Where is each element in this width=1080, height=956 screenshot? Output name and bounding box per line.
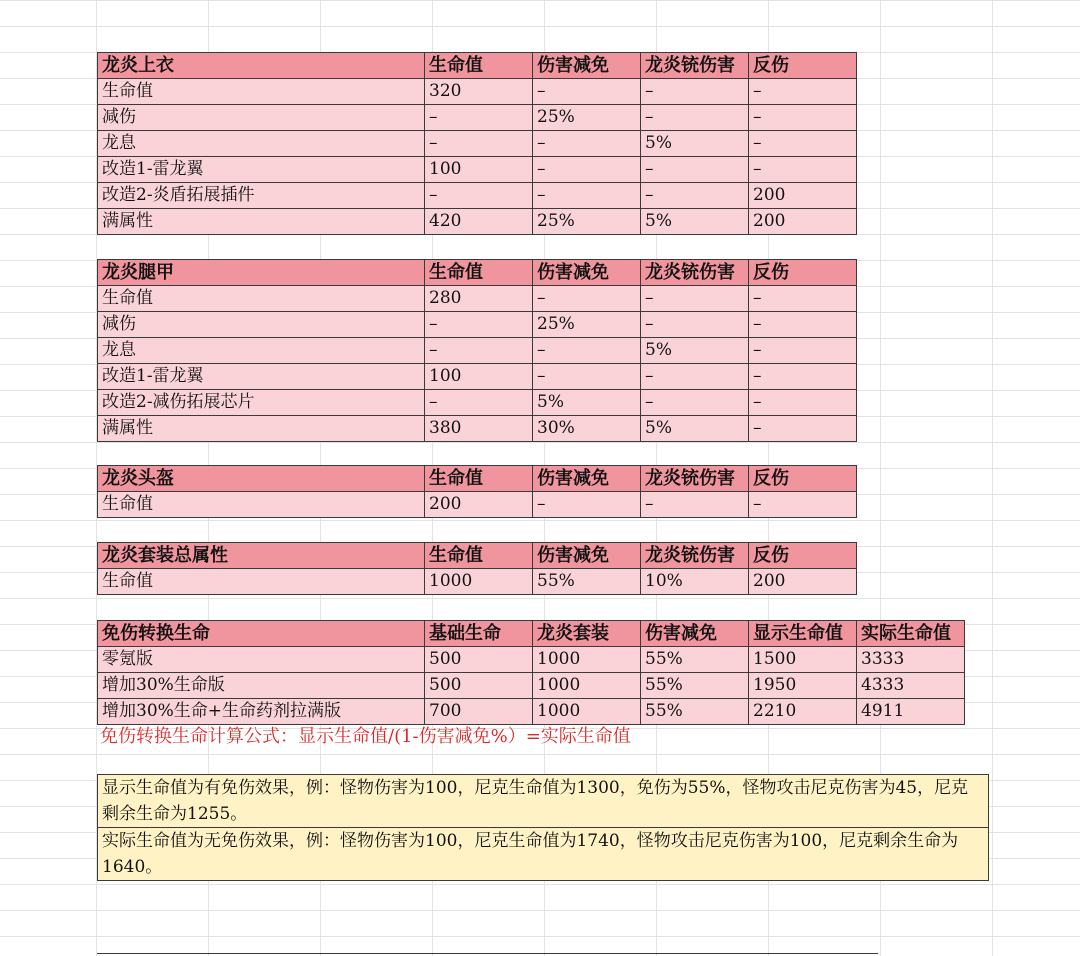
table-dragon-legs — [97, 259, 857, 442]
value-cell[interactable]: 4333 — [857, 673, 965, 699]
data-table — [97, 259, 857, 442]
table-header-row — [98, 621, 965, 647]
row-label-cell[interactable]: 增加30%生命版 — [98, 673, 425, 699]
header-cell[interactable]: 生命值 — [425, 260, 533, 286]
value-cell[interactable]: – — [533, 286, 641, 312]
value-cell[interactable]: 500 — [425, 673, 533, 699]
row-label-cell[interactable]: 改造1-雷龙翼 — [98, 157, 425, 183]
value-cell[interactable]: 200 — [749, 569, 857, 595]
value-cell[interactable]: 55% — [641, 699, 749, 725]
table-damage-reduction-conversion — [97, 620, 965, 725]
value-cell[interactable]: – — [749, 338, 857, 364]
header-cell[interactable]: 反伤 — [749, 466, 857, 492]
data-table — [97, 52, 857, 235]
table-row — [98, 673, 965, 699]
row-label-cell[interactable]: 生命值 — [98, 569, 425, 595]
value-cell[interactable]: – — [641, 79, 749, 105]
value-cell[interactable]: 1000 — [425, 569, 533, 595]
value-cell[interactable]: 700 — [425, 699, 533, 725]
table-dragon-set-total — [97, 542, 857, 595]
row-label-cell[interactable]: 满属性 — [98, 416, 425, 442]
value-cell[interactable]: – — [749, 492, 857, 518]
header-cell[interactable]: 龙炎上衣 — [98, 53, 425, 79]
value-cell[interactable]: – — [641, 492, 749, 518]
header-cell[interactable]: 龙炎套装 — [533, 621, 641, 647]
value-cell[interactable]: 420 — [425, 209, 533, 235]
header-cell[interactable]: 实际生命值 — [857, 621, 965, 647]
table-row — [98, 390, 857, 416]
header-cell[interactable]: 龙炎头盔 — [98, 466, 425, 492]
value-cell[interactable]: 320 — [425, 79, 533, 105]
header-cell[interactable]: 龙炎铳伤害 — [641, 466, 749, 492]
value-cell[interactable]: – — [533, 79, 641, 105]
table-row — [98, 492, 857, 518]
value-cell[interactable]: 55% — [641, 647, 749, 673]
value-cell[interactable]: – — [533, 131, 641, 157]
value-cell[interactable]: 500 — [425, 647, 533, 673]
value-cell[interactable]: 4911 — [857, 699, 965, 725]
row-label-cell[interactable]: 龙息 — [98, 338, 425, 364]
header-cell[interactable]: 伤害减免 — [533, 260, 641, 286]
value-cell[interactable]: – — [641, 364, 749, 390]
value-cell[interactable]: 200 — [749, 183, 857, 209]
header-cell[interactable]: 龙炎铳伤害 — [641, 543, 749, 569]
header-cell[interactable]: 龙炎套装总属性 — [98, 543, 425, 569]
header-cell[interactable]: 反伤 — [749, 53, 857, 79]
value-cell[interactable]: – — [641, 312, 749, 338]
row-label-cell[interactable]: 龙息 — [98, 131, 425, 157]
table-row — [98, 79, 857, 105]
table-row — [98, 647, 965, 673]
row-label-cell[interactable]: 零氪版 — [98, 647, 425, 673]
row-label-cell[interactable]: 生命值 — [98, 286, 425, 312]
table-row — [98, 699, 965, 725]
data-table — [97, 542, 857, 595]
value-cell[interactable]: – — [641, 183, 749, 209]
table-row — [98, 416, 857, 442]
value-cell[interactable]: – — [749, 312, 857, 338]
value-cell[interactable]: – — [533, 364, 641, 390]
value-cell[interactable]: – — [533, 183, 641, 209]
row-label-cell[interactable]: 减伤 — [98, 105, 425, 131]
header-cell[interactable]: 伤害减免 — [533, 53, 641, 79]
value-cell[interactable]: 100 — [425, 364, 533, 390]
row-label-cell[interactable]: 生命值 — [98, 492, 425, 518]
table-row — [98, 131, 857, 157]
sheet-bottom-border — [97, 953, 878, 954]
value-cell[interactable]: 1000 — [533, 673, 641, 699]
value-cell[interactable]: – — [749, 131, 857, 157]
value-cell[interactable]: – — [749, 157, 857, 183]
table-header-row — [98, 466, 857, 492]
row-label-cell[interactable]: 改造2-减伤拓展芯片 — [98, 390, 425, 416]
value-cell[interactable]: 1000 — [533, 699, 641, 725]
table-row — [98, 183, 857, 209]
table-header-row — [98, 53, 857, 79]
value-cell[interactable]: 10% — [641, 569, 749, 595]
header-cell[interactable]: 龙炎腿甲 — [98, 260, 425, 286]
value-cell[interactable]: 5% — [641, 209, 749, 235]
value-cell[interactable]: – — [425, 131, 533, 157]
value-cell[interactable]: 1000 — [533, 647, 641, 673]
header-cell[interactable]: 反伤 — [749, 260, 857, 286]
header-cell[interactable]: 伤害减免 — [641, 621, 749, 647]
table-row — [98, 569, 857, 595]
value-cell[interactable]: 3333 — [857, 647, 965, 673]
value-cell[interactable]: – — [641, 286, 749, 312]
notes-box — [97, 774, 989, 881]
value-cell[interactable]: 2210 — [749, 699, 857, 725]
table-row — [98, 312, 857, 338]
value-cell[interactable]: – — [749, 416, 857, 442]
note-displayed-hp[interactable]: 显示生命值为有免伤效果，例：怪物伤害为100，尼克生命值为1300，免伤为55%，怪物攻击尼克伤害为45，尼克剩余生命为1255。 — [97, 774, 989, 827]
value-cell[interactable]: 1500 — [749, 647, 857, 673]
value-cell[interactable]: – — [533, 338, 641, 364]
header-cell[interactable]: 龙炎铳伤害 — [641, 260, 749, 286]
table-row — [98, 105, 857, 131]
value-cell[interactable]: 25% — [533, 312, 641, 338]
value-cell[interactable]: 55% — [641, 673, 749, 699]
table-row — [98, 286, 857, 312]
value-cell[interactable]: – — [641, 105, 749, 131]
note-actual-hp[interactable]: 实际生命值为无免伤效果，例：怪物伤害为100，尼克生命值为1740，怪物攻击尼克伤害为100，尼克剩余生命为1640。 — [97, 827, 989, 881]
value-cell[interactable]: 100 — [425, 157, 533, 183]
value-cell[interactable]: 200 — [425, 492, 533, 518]
formula-text: 免伤转换生命计算公式：显示生命值/(1-伤害减免%）=实际生命值 — [100, 726, 631, 747]
value-cell[interactable]: 55% — [533, 569, 641, 595]
table-row — [98, 209, 857, 235]
table-header-row — [98, 543, 857, 569]
header-cell[interactable]: 伤害减免 — [533, 466, 641, 492]
table-dragon-chest — [97, 52, 857, 235]
data-table — [97, 620, 965, 725]
value-cell[interactable]: – — [425, 312, 533, 338]
value-cell[interactable]: – — [425, 183, 533, 209]
value-cell[interactable]: – — [749, 390, 857, 416]
header-cell[interactable]: 基础生命 — [425, 621, 533, 647]
header-cell[interactable]: 免伤转换生命 — [98, 621, 425, 647]
value-cell[interactable]: – — [425, 338, 533, 364]
value-cell[interactable]: 200 — [749, 209, 857, 235]
value-cell[interactable]: – — [749, 79, 857, 105]
header-cell[interactable]: 生命值 — [425, 466, 533, 492]
header-cell[interactable]: 伤害减免 — [533, 543, 641, 569]
value-cell[interactable]: – — [749, 364, 857, 390]
table-dragon-helmet — [97, 465, 857, 518]
header-cell[interactable]: 生命值 — [425, 543, 533, 569]
table-row — [98, 157, 857, 183]
row-label-cell[interactable]: 改造1-雷龙翼 — [98, 364, 425, 390]
header-cell[interactable]: 显示生命值 — [749, 621, 857, 647]
row-label-cell[interactable]: 改造2-炎盾拓展插件 — [98, 183, 425, 209]
header-cell[interactable]: 生命值 — [425, 53, 533, 79]
row-label-cell[interactable]: 减伤 — [98, 312, 425, 338]
value-cell[interactable]: – — [749, 105, 857, 131]
value-cell[interactable]: 5% — [641, 338, 749, 364]
header-cell[interactable]: 龙炎铳伤害 — [641, 53, 749, 79]
value-cell[interactable]: 5% — [641, 131, 749, 157]
value-cell[interactable]: – — [425, 105, 533, 131]
row-label-cell[interactable]: 满属性 — [98, 209, 425, 235]
value-cell[interactable]: – — [641, 157, 749, 183]
value-cell[interactable]: – — [533, 157, 641, 183]
value-cell[interactable]: 25% — [533, 209, 641, 235]
value-cell[interactable]: 5% — [641, 416, 749, 442]
value-cell[interactable]: – — [425, 390, 533, 416]
value-cell[interactable]: 30% — [533, 416, 641, 442]
row-label-cell[interactable]: 生命值 — [98, 79, 425, 105]
table-header-row — [98, 260, 857, 286]
value-cell[interactable]: 1950 — [749, 673, 857, 699]
value-cell[interactable]: – — [641, 390, 749, 416]
table-row — [98, 338, 857, 364]
header-cell[interactable]: 反伤 — [749, 543, 857, 569]
data-table — [97, 465, 857, 518]
value-cell[interactable]: 280 — [425, 286, 533, 312]
table-row — [98, 364, 857, 390]
value-cell[interactable]: 5% — [533, 390, 641, 416]
value-cell[interactable]: – — [749, 286, 857, 312]
value-cell[interactable]: – — [533, 492, 641, 518]
row-label-cell[interactable]: 增加30%生命+生命药剂拉满版 — [98, 699, 425, 725]
value-cell[interactable]: 380 — [425, 416, 533, 442]
value-cell[interactable]: 25% — [533, 105, 641, 131]
